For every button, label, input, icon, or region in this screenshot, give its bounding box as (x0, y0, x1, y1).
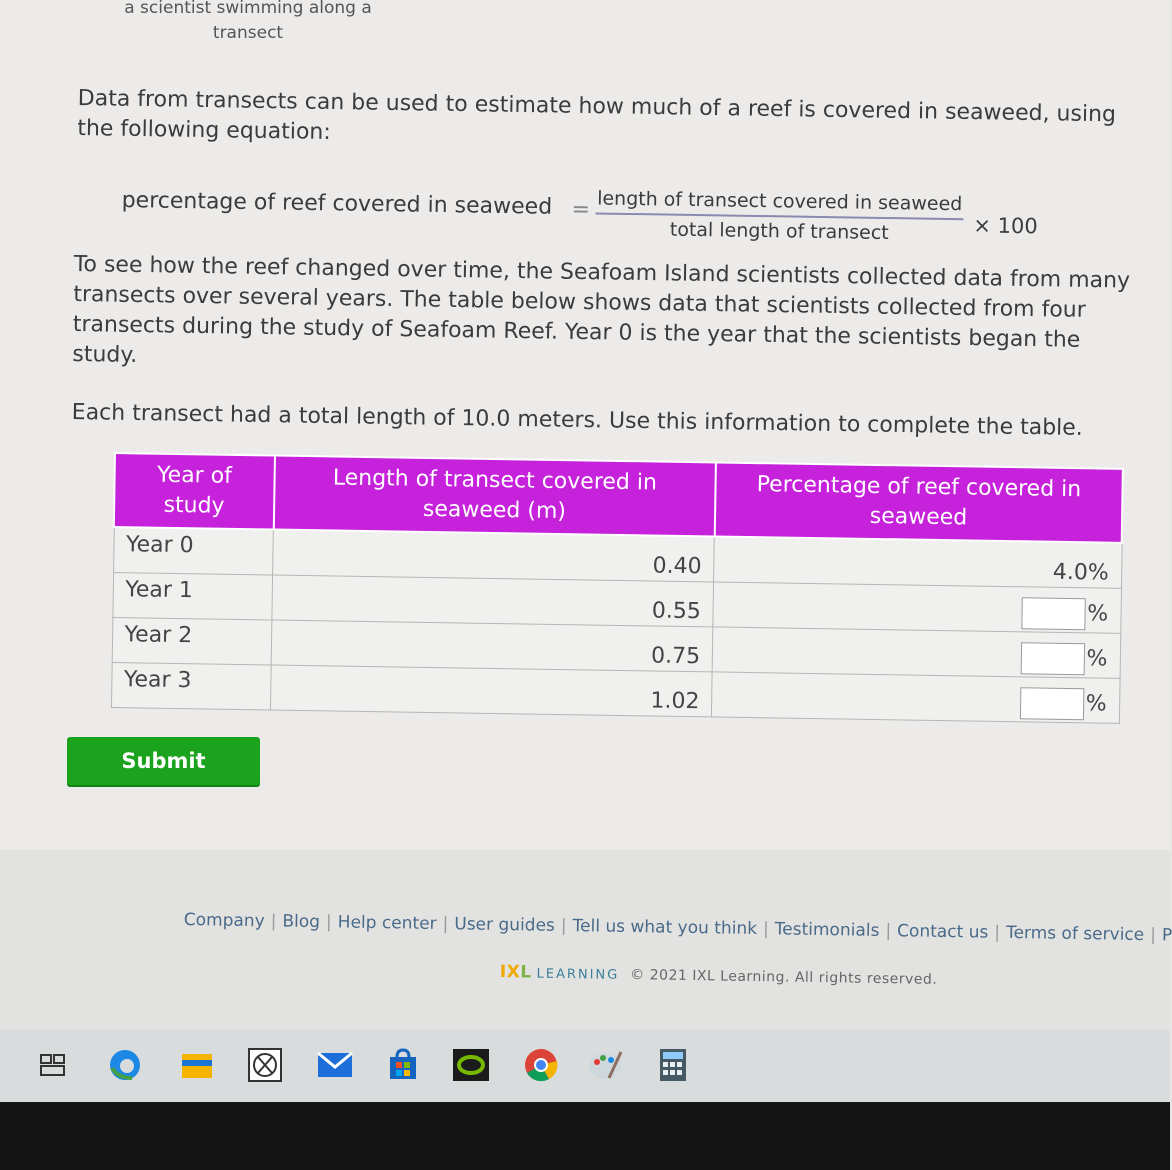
ixl-logo-learning: LEARNING (536, 966, 620, 983)
page-footer (0, 850, 1170, 1030)
footer-link-help-center[interactable]: Help center (337, 912, 437, 934)
ixl-logo-ix: IX (499, 962, 521, 983)
footer-link-user-guides[interactable]: User guides (454, 914, 556, 936)
submit-button[interactable]: Submit (67, 737, 260, 785)
footer-separator: | (560, 915, 567, 937)
task-view-icon[interactable] (34, 1046, 72, 1084)
header-percentage: Percentage of reef covered in seaweed (715, 462, 1123, 542)
length-cell: 0.55 (272, 575, 714, 627)
mail-icon[interactable] (316, 1046, 354, 1084)
data-table-wrapper (110, 452, 1124, 723)
equation-equals: = (571, 197, 591, 223)
copyright-text: © 2021 IXL Learning. All rights reserved. (630, 967, 938, 988)
header-year: Year of study (114, 453, 275, 530)
footer-separator: | (270, 911, 277, 932)
length-cell: 0.40 (273, 530, 715, 582)
equation-denominator: total length of transect (669, 218, 889, 245)
footer-separator: | (1150, 925, 1157, 946)
file-explorer-icon[interactable] (178, 1046, 216, 1084)
footer-separator: | (442, 914, 449, 935)
percent-input-year-2[interactable] (1020, 642, 1084, 675)
image-caption (118, 0, 378, 46)
year-cell: Year 2 (112, 617, 272, 665)
percent-input-year-1[interactable] (1021, 597, 1085, 630)
percent-cell (713, 581, 1121, 632)
equation-multiplier: × 100 (973, 213, 1038, 239)
footer-links (184, 910, 1172, 946)
calculator-icon[interactable] (654, 1046, 692, 1084)
caption-line-1: a scientist swimming along a (124, 0, 372, 18)
equation-lhs: percentage of reef covered in seaweed (121, 187, 553, 220)
footer-link-blog[interactable]: Blog (282, 911, 321, 933)
footer-separator: | (325, 912, 332, 933)
percent-sign: % (1086, 601, 1109, 627)
footer-link-contact[interactable]: Contact us (896, 921, 989, 943)
monitor-bezel (0, 1102, 1170, 1170)
percent-cell: 4.0% (714, 536, 1122, 587)
header-length: Length of transect covered in seaweed (m) (274, 456, 716, 537)
percent-cell (712, 671, 1120, 722)
windows-taskbar (0, 1030, 1170, 1102)
intro-paragraph: Data from transects can be used to estimate how much of a reef is covered in seaweed, using the following equation: (77, 85, 1117, 145)
xbox-icon[interactable] (246, 1046, 284, 1084)
footer-separator: | (762, 919, 769, 940)
equation-numerator: length of transect covered in seaweed (596, 187, 964, 220)
percent-cell (712, 626, 1120, 677)
paint-icon[interactable] (586, 1046, 624, 1084)
instruction-paragraph: Each transect had a total length of 10.0 meters. Use this information to complete the table. (71, 399, 1083, 441)
footer-link-terms[interactable]: Terms of service (1005, 922, 1145, 946)
footer-link-feedback[interactable]: Tell us what you think (572, 916, 758, 940)
store-icon[interactable] (384, 1046, 422, 1084)
seaweed-data-table (110, 452, 1124, 723)
copyright-line (500, 962, 938, 989)
year-cell: Year 0 (113, 527, 273, 575)
percent-sign: % (1086, 646, 1108, 672)
ixl-logo-l: L (520, 962, 532, 983)
length-cell: 0.75 (271, 620, 713, 672)
footer-separator: | (885, 921, 892, 942)
footer-link-privacy[interactable]: P (1161, 925, 1172, 946)
study-paragraph: To see how the reef changed over time, the Seafoam Island scientists collected data from many transects over several years. The table below shows data that scientists collected from four transects during the study of Seafoam Reef. Year 0 is the year that the scientists began the study. (72, 251, 1131, 369)
length-cell: 1.02 (271, 664, 713, 716)
equation-fraction (595, 187, 964, 245)
year-cell: Year 3 (111, 662, 271, 710)
percent-input-year-3[interactable] (1020, 687, 1084, 720)
chrome-icon[interactable] (522, 1046, 560, 1084)
year-cell: Year 1 (112, 572, 272, 620)
footer-separator: | (994, 922, 1001, 943)
percent-sign: % (1085, 691, 1107, 717)
edge-icon[interactable] (106, 1046, 144, 1084)
nvidia-icon[interactable] (452, 1046, 490, 1084)
footer-link-company[interactable]: Company (183, 910, 265, 932)
caption-line-2: transect (212, 23, 284, 43)
footer-link-testimonials[interactable]: Testimonials (774, 919, 880, 941)
